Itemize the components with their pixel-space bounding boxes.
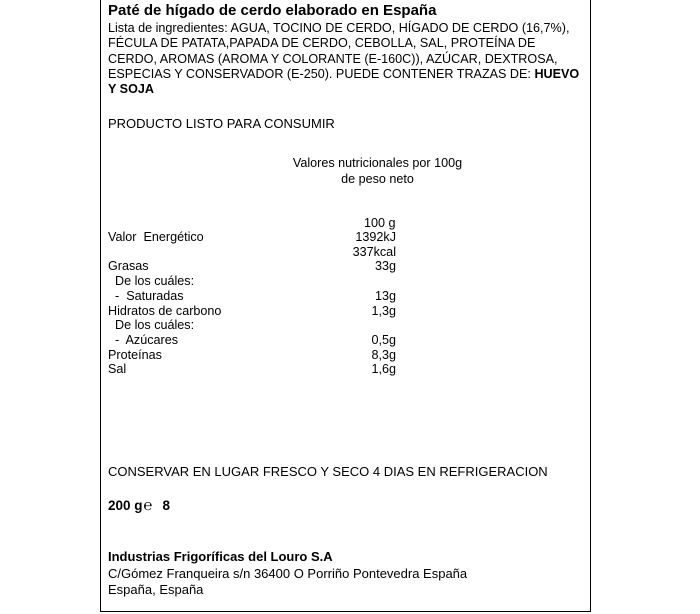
ready-to-eat-note: PRODUCTO LISTO PARA CONSUMIR [108,116,335,131]
nutrition-row-label: - Saturadas [108,288,184,303]
company-country: España, España [108,582,204,597]
nutrition-row-label: - Azúcares [108,332,178,347]
nutrition-row-value: 8,3g [371,347,396,362]
weight-amount: 200 g [108,498,143,513]
estimated-sign-icon: ℮ [143,497,153,514]
nutrition-row-label: Proteínas [108,347,162,362]
nutrition-row-label: De los cuáles: [108,274,195,289]
nutrition-row-value: 1,6g [371,362,396,377]
net-weight [108,497,170,514]
product-title: Paté de hígado de cerdo elaborado en España [108,2,437,19]
nutrition-row-label: Grasas [108,259,149,274]
nutrition-row-label: De los cuáles: [108,318,195,333]
nutrition-row-value: 13g [374,288,396,303]
unit-count: 8 [162,498,171,513]
company-name: Industrias Frigoríficas del Louro S.A [108,549,333,564]
nutrition-row-label: Hidratos de carbono [108,303,222,318]
ingredients-list [108,21,583,97]
nutrition-header: Valores nutricionales por 100g de peso neto [292,156,463,186]
nutrition-row-value: 0,5g [371,332,396,347]
allergens-text: HUEVO Y SOJA [108,66,580,97]
company-address: C/Gómez Franqueira s/n 36400 O Porriño Pontevedra España [108,566,468,581]
nutrition-row-value: 1392kJ [355,230,396,244]
nutrition-row-label: Sal [108,362,127,377]
nutrition-row-label: Valor Energético [108,230,204,244]
nutrition-row-value: 337kcal [352,244,396,259]
storage-instructions: CONSERVAR EN LUGAR FRESCO Y SECO 4 DIAS EN REFRIGERACION [108,464,548,479]
nutrition-column-header: 100 g [364,216,396,230]
nutrition-row-value: 33g [374,259,396,274]
ingredients-text: Lista de ingredientes: AGUA, TOCINO DE CERDO, HÍGADO DE CERDO (16,7%), FÉCULA DE PATATA,PAPADA DE CERDO, CEBOLLA, SAL, PROTEÍNA DE CERDO, AROMAS (AROMA Y COLORANTE (E-160C)), AZÚCAR, DEXTROSA, ESPECIAS Y CONSERVADOR (E-250). PUEDE CONTENER TRAZAS DE: [108,21,570,81]
nutrition-row-value: 1,3g [371,303,396,318]
